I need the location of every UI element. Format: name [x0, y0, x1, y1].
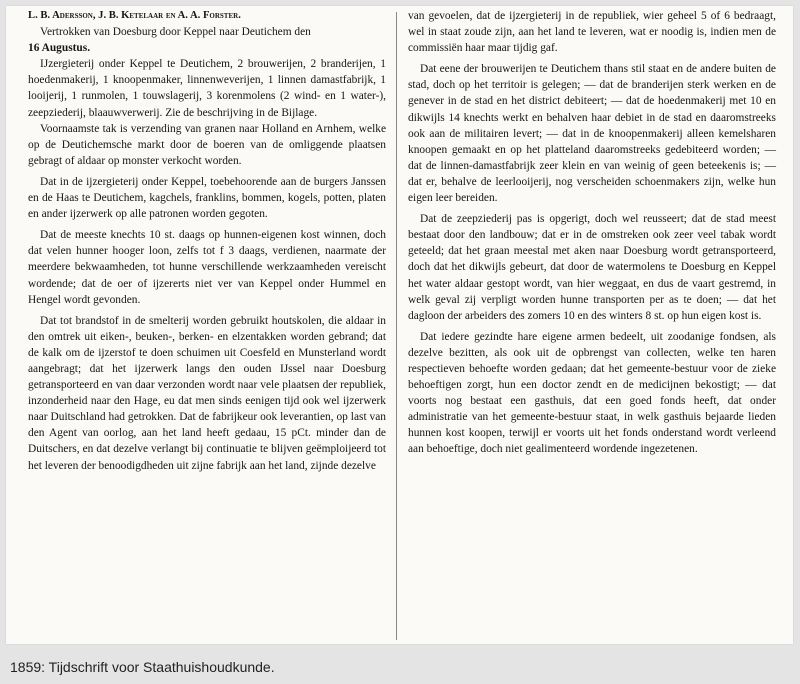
paragraph: Voornaamste tak is verzending van granen naar Holland en Arnhem, welke op de Deutichemsche markt door de boeren van de omliggende plaatsen gebragt of aldaar op monster verkocht worden.: [28, 122, 386, 167]
paragraph: IJzergieterij onder Keppel te Deutichem, 2 brouwerijen, 2 branderijen, 1 hoedenmakerij, 1 knoopenmaker, linnenweverijen, 1 linnen damastfabrijk, 1 looijerij, 1 runmolen, 1 touwslagerij, 3 korenmolens (2 wind- en 1 water-), zeepziederij, blaauwverwerij. Zie de beschrijving in de Bijlage.: [28, 58, 386, 119]
right-column: [408, 8, 776, 458]
paragraph: Dat tot brandstof in de smelterij worden gebruikt houtskolen, die aldaar in den omtrek uit eiken-, beuken-, berken- en elzentakken worden gebrand; dat de kalk om de ijzerstof te doen schuimen uit Coesfeld en Munsterland wordt aangebragt; dat het ijzerwerk langs den ouden IJssel naar Doesburg getransporteerd en van daar verzonden wordt naar vele plaatsen der republiek, inzonderheid naar den Hage, eu dat men sinds eenigen tijd ook wel ijzerwerk naar Duitschland had getrokken. Dat de fabrijkeur ook leverantien, op last van den Agent van oorlog, aan het land heeft gedaau, 15 pCt. minder dan de Duitschers, en dat dezelve verlangt bij continuatie te blijven geëmploijeerd tot het leveren der benoodigdheden uit zijne fabrijk aan het land, zijnde dezelve: [28, 314, 386, 472]
left-column: [28, 8, 386, 474]
authors-line: L. B. Adersson, J. B. Ketelaar en A. A. Forster.: [28, 10, 241, 21]
source-caption: 1859: Tijdschrift voor Staathuishoudkunde.: [10, 659, 275, 675]
paragraph: Dat de zeepziederij pas is opgerigt, doch wel reusseert; dat de stad meest bestaat door den landbouw; dat er in de omstreken ook zeer veel tabak wordt geteeld; dat het graan meestal met aken naar Doesburg wordt getransporteerd, doch dat het dikwijls gebeurt, dat door de watermolens te Doesburg en Keppel het water aldaar gestopt wordt, van hier weggaat, en dus de vaart gestremd, in welk geval zij verpligt worden hunne transporten per as te doen; — dat het dagloon der arbeiders des zomers 10 en des winters 8 st. op hun eigen kost is.: [408, 213, 776, 322]
paragraph: Dat de meeste knechts 10 st. daags op hunnen-eigenen kost winnen, doch dat velen hunner hooger loon, zelfs tot f 3 daags, verdienen, naarmate der meerdere bekwaamheden, tot hunne verschillende werkzaamheden vereischt wordende; dat de oer of ijzererts niet ver van Keppel onder Hummel en Hengel wordt gevonden.: [28, 229, 386, 306]
column-divider: [396, 12, 397, 640]
paragraph: Dat in de ijzergieterij onder Keppel, toebehoorende aan de burgers Janssen en de Haas te Deutichem, kagchels, franklins, bommen, kogels, potten, platen en ander ijzerwerk op alle patronen worden gegoten.: [28, 175, 386, 221]
date-line: 16 Augustus.: [28, 42, 91, 55]
paragraph: Dat eene der brouwerijen te Deutichem thans stil staat en de andere buiten de stad, doch op het territoir is gelegen; — dat de branderijen sterk werken en de genever in de stad en het district debiteert; — dat de hoedenmakerij met 10 en dikwijls 14 knechts werkt en behalven haar debiet in de stad en daaromstreeks ook aan de militairen levert; — dat in de knoopenmakerij alleen kemelsharen knoopen gemaakt en op het platteland daaromstreeks gedebiteerd worden; — dat de linnen-damastfabrijk zeer klein en van weinig of geen beteekenis is; — dat er, behalve de leerlooijerij, nog verscheiden schoenmakers zijn, welke hun eigen leer bereiden.: [408, 63, 776, 205]
paragraph: Dat iedere gezindte hare eigene armen bedeelt, uit zoodanige fondsen, als dezelve bezitten, als ook uit de opbrengst van collecten, welke ten haren respectieven behoefte worden gedaan; dat het gemeente-bestuur voor de zieke behoeftigen zorgt, hun een doctor zendt en de medicijnen bekostigt; — dat voorts nog bestaat een gasthuis, dat een goed fonds heeft, dat onder administratie van het gemeente-bestuur staat, in welk gasthuis bejaarde lieden hunnen kost koopen, terwijl er voorts uit het fonds onderstand wordt verleend aan behoeftige, doch niet gealimenteerd wordende ingezetenen.: [408, 330, 776, 456]
continuation-paragraph: van gevoelen, dat de ijzergieterij in de republiek, wier geheel 5 of 6 bedraagt, wel in staat zoude zijn, aan het land te leveren, wat er noodig is, indien men de commissiën haar maar tijdig gaf.: [408, 10, 776, 55]
departure-line: Vertrokken van Doesburg door Keppel naar Deutichem den: [40, 26, 311, 39]
scanned-page: [6, 6, 793, 644]
